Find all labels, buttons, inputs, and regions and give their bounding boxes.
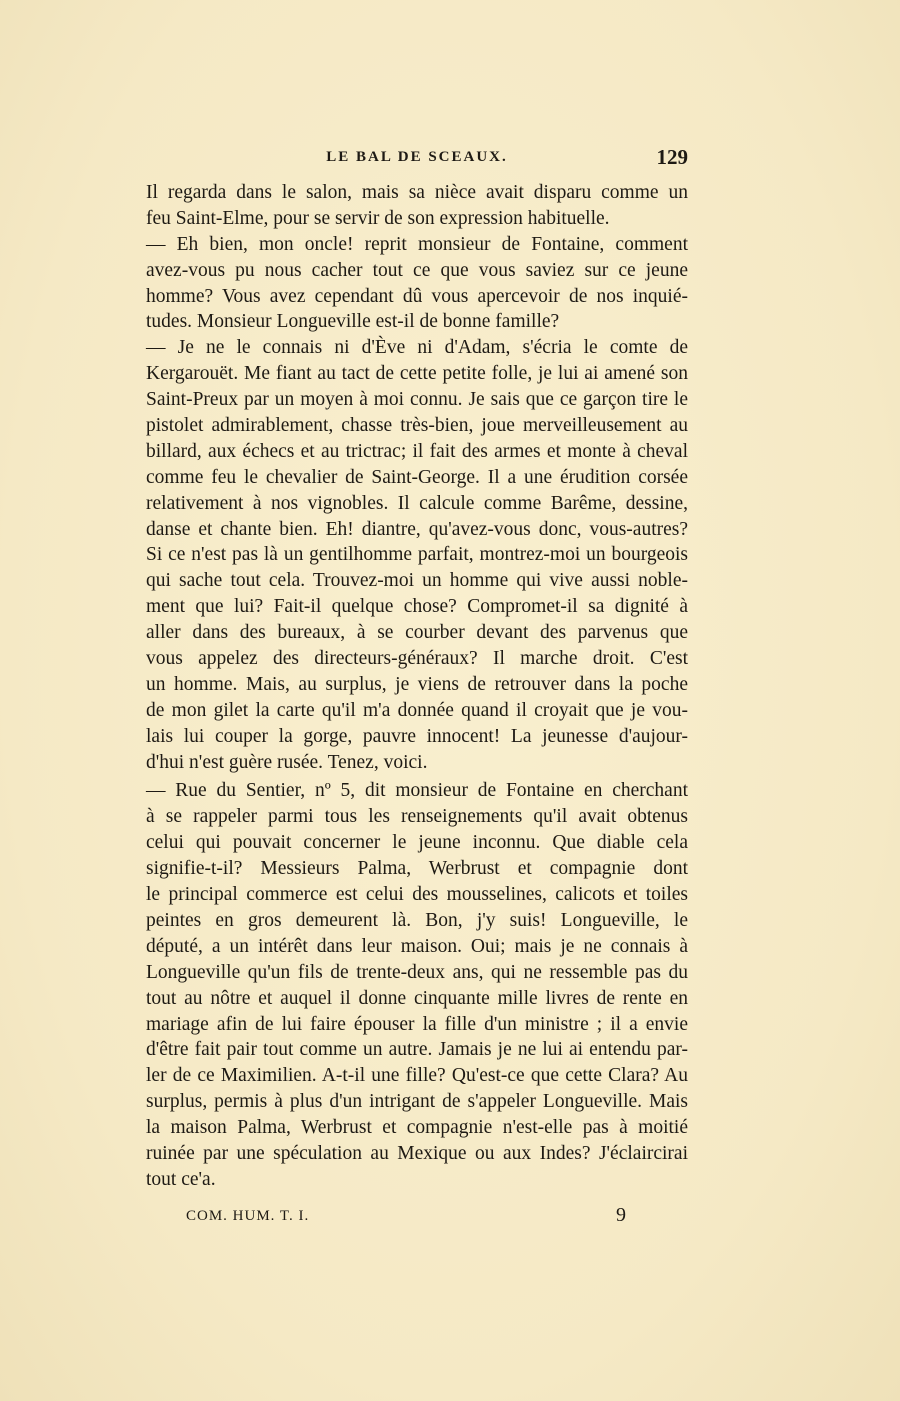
text-line: Longueville qu'un fils de trente-deux ans, qui ne ressemble pas du [146, 961, 688, 983]
text-line: avez-vous pu nous cacher tout ce que vous saviez sur ce jeune [146, 259, 688, 281]
text-line: tout au nôtre et auquel il donne cinquante mille livres de rente en [146, 987, 688, 1009]
text-line: — Je ne le connais ni d'Ève ni d'Adam, s'écria le comte de [146, 337, 688, 359]
text-line: billard, aux échecs et au trictrac; il fait des armes et monte à cheval [146, 440, 688, 462]
text-line: danse et chante bien. Eh! diantre, qu'avez-vous donc, vous-autres? [146, 518, 688, 540]
text-line: ment que lui? Fait-il quelque chose? Compromet-il sa dignité à [146, 596, 688, 618]
text-line: homme? Vous avez cependant dû vous apercevoir de nos inquié- [146, 285, 688, 307]
text-line: de mon gilet la carte qu'il m'a donnée quand il croyait que je vou- [146, 699, 688, 721]
page-body-text [146, 180, 688, 1193]
running-title: LE BAL DE SCEAUX. [326, 149, 508, 165]
text-line: ler de ce Maximilien. A-t-il une fille? Qu'est-ce que cette Clara? Au [146, 1065, 688, 1087]
text-line: d'hui n'est guère rusée. Tenez, voici. [146, 751, 428, 773]
signature-mark: COM. HUM. T. I. [186, 1208, 310, 1224]
text-line: lais lui couper la gorge, pauvre innocent! La jeunesse d'aujour- [146, 725, 688, 747]
text-line: relativement à nos vignobles. Il calcule comme Barême, dessine, [146, 492, 688, 514]
text-line: tout ce'a. [146, 1168, 216, 1190]
paragraph [146, 180, 688, 232]
text-line: un homme. Mais, au surplus, je viens de retrouver dans la poche [146, 673, 688, 695]
text-line: pistolet admirablement, chasse très-bien, joue merveilleusement au [146, 415, 688, 437]
text-line: la maison Palma, Werbrust et compagnie n'est-elle pas à moitié [146, 1117, 688, 1139]
text-line: peintes en gros demeurent là. Bon, j'y suis! Longueville, le [146, 909, 688, 931]
text-line: celui qui pouvait concerner le jeune inconnu. Que diable cela [146, 832, 688, 854]
text-line: surplus, permis à plus d'un intrigant de s'appeler Longueville. Mais [146, 1091, 688, 1113]
text-line: feu Saint-Elme, pour se servir de son expression habituelle. [146, 207, 610, 229]
paragraph [146, 232, 688, 336]
paragraph [146, 778, 688, 1192]
page-number: 129 [656, 145, 688, 169]
text-line: député, a un intérêt dans leur maison. Oui; mais je ne connais à [146, 935, 688, 957]
text-line: — Rue du Sentier, nº 5, dit monsieur de Fontaine en cherchant [146, 780, 688, 802]
text-line: Il regarda dans le salon, mais sa nièce avait disparu comme un [146, 182, 688, 203]
paragraph [146, 335, 688, 775]
page-header [146, 145, 688, 171]
text-line: d'être fait pair tout comme un autre. Jamais je ne lui ai entendu par- [146, 1039, 688, 1061]
page-footer [186, 1204, 626, 1230]
text-line: qui sache tout cela. Trouvez-moi un homme qui vive aussi noble- [146, 570, 688, 592]
text-line: signifie-t-il? Messieurs Palma, Werbrust et compagnie dont [146, 858, 688, 880]
text-line: tudes. Monsieur Longueville est-il de bonne famille? [146, 311, 560, 333]
text-line: ruinée par une spéculation au Mexique ou aux Indes? J'éclaircirai [146, 1142, 688, 1164]
text-line: comme feu le chevalier de Saint-George. Il a une érudition corsée [146, 466, 688, 488]
text-line: à se rappeler parmi tous les renseignements qu'il avait obtenus [146, 806, 688, 828]
text-line: aller dans des bureaux, à se courber devant des parvenus que [146, 622, 688, 644]
text-line: Saint-Preux par un moyen à moi connu. Je sais que ce garçon tire le [146, 389, 688, 411]
gathering-number: 9 [616, 1204, 626, 1226]
text-line: le principal commerce est celui des mousselines, calicots et toiles [146, 884, 688, 906]
text-line: Si ce n'est pas là un gentilhomme parfait, montrez-moi un bourgeois [146, 544, 688, 566]
text-line: mariage afin de lui faire épouser la fille d'un ministre ; il a envie [146, 1013, 688, 1035]
text-line: Kergarouët. Me fiant au tact de cette petite folle, je lui ai amené son [146, 363, 688, 385]
text-line: vous appelez des directeurs-généraux? Il marche droit. C'est [146, 648, 688, 670]
text-line: — Eh bien, mon oncle! reprit monsieur de Fontaine, comment [146, 233, 688, 255]
